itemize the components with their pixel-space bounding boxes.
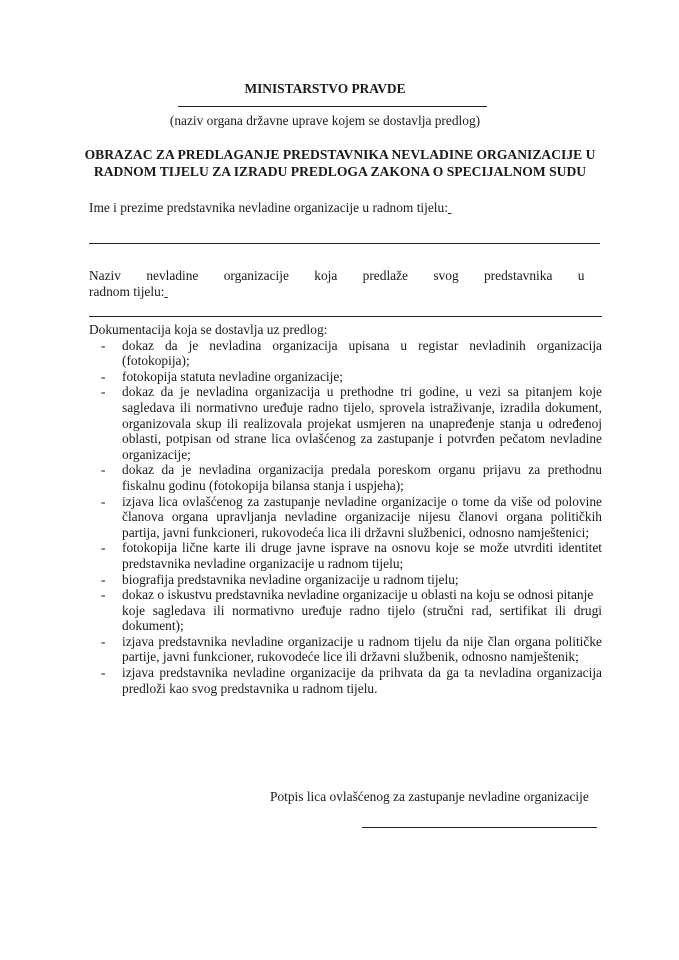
documentation-item-continuation: koje sagledava ili normativno uređuje radno tijelo (stručni rad, sertifikat ili drugi dokument); (122, 602, 602, 634)
bullet-dash-icon: - (101, 337, 106, 353)
documentation-list (89, 322, 602, 696)
representative-name-field[interactable] (89, 243, 600, 244)
organization-name-label-line: radnom tijelu: (89, 283, 165, 299)
bullet-dash-icon: - (101, 665, 106, 681)
documentation-item-text: dokaz da je nevladina organizacija upisana u registar nevladinih organizacija (fotokopija); (122, 337, 602, 369)
ministry-underline (178, 106, 487, 107)
documentation-item (89, 572, 602, 588)
documentation-heading: Dokumentacija koja se dostavlja uz predlog: (89, 322, 328, 337)
bullet-dash-icon: - (101, 462, 106, 478)
documentation-item-text: fotokopija statuta nevladine organizacije; (122, 368, 343, 384)
documentation-item-text: dokaz o iskustvu predstavnika nevladine organizacije u oblasti na koju se odnosi pitanje (122, 587, 594, 603)
representative-name-label-text: Ime i prezime predstavnika nevladine organizacije u radnom tijelu: (89, 200, 448, 215)
documentation-item-text: biografija predstavnika nevladine organizacije u radnom tijelu; (122, 571, 459, 587)
documentation-item (89, 384, 602, 462)
documentation-item (89, 587, 602, 634)
documentation-item (89, 665, 602, 696)
documentation-item-text: izjava predstavnika nevladine organizacije u radnom tijelu da nije član organa političke partije, javni funkcioner, rukovodeće lice ili državni službenik, odnosno namještenik; (122, 633, 602, 665)
documentation-item (89, 634, 602, 665)
bullet-dash-icon: - (101, 493, 106, 509)
documentation-item-text: dokaz da je nevladina organizacija predala poreskom organu prijavu za prethodnu fiskalnu godinu (fotokopija bilansa stanja i uspjeha); (122, 462, 602, 493)
ministry-name: MINISTARSTVO PRAVDE (244, 81, 406, 96)
ministry-caption: (naziv organa državne uprave kojem se dostavlja predlog) (169, 113, 481, 128)
signature-field[interactable] (362, 827, 597, 828)
documentation-item-text: dokaz da je nevladina organizacija u prethodne tri godine, u vezi sa pitanjem koje sagledava ili normativno uređuje radno tijelo, sprovela istraživanje, izradila dokument, organizovala skup ili realizovala projekat usmjeren na unapređenje stanja u određenoj oblasti, potpisan od strane lica ovlašćenog za zastupanje i potvrđen pečatom nevladine organizacije; (122, 384, 602, 462)
bullet-dash-icon: - (101, 633, 106, 649)
documentation-item (89, 338, 602, 369)
organization-name-field[interactable] (89, 316, 602, 317)
form-title (80, 147, 600, 179)
form-title-line: OBRAZAC ZA PREDLAGANJE PREDSTAVNIKA NEVLADINE ORGANIZACIJE U (84, 147, 596, 162)
documentation-item-text: izjava lica ovlašćenog za zastupanje nevladine organizacije o tome da više od polovine članova organa upravljanja nevladine organizacije nijesu članovi organa političkih partija, javni funkcioneri, rukovodeća lica ili državni službenici, odnosno namještenici; (122, 493, 602, 540)
documentation-item-text: fotokopija lične karte ili druge javne isprave na osnovu koje se može utvrditi identitet predstavnika nevladine organizacije u radnom tijelu; (122, 540, 602, 571)
form-title-line: RADNOM TIJELU ZA IZRADU PREDLOGA ZAKONA O SPECIJALNOM SUDU (93, 163, 587, 179)
bullet-dash-icon: - (101, 368, 106, 384)
bullet-dash-icon: - (101, 587, 106, 603)
organization-name-label (89, 268, 600, 299)
signature-label: Potpis lica ovlašćenog za zastupanje nevladine organizacije (270, 789, 589, 804)
organization-name-label-line: Naziv nevladine organizacije koja predlaže svog predstavnika u (89, 268, 585, 283)
documentation-item (89, 369, 602, 385)
documentation-item (89, 462, 602, 493)
documentation-item-text: izjava predstavnika nevladine organizacije da prihvata da ga ta nevladina organizacija predloži kao svog predstavnika u radnom tijelu. (122, 665, 602, 696)
bullet-dash-icon: - (101, 384, 106, 400)
documentation-item (89, 494, 602, 541)
bullet-dash-icon: - (101, 540, 106, 556)
documentation-item (89, 540, 602, 571)
representative-name-label (89, 200, 451, 216)
bullet-dash-icon: - (101, 571, 106, 587)
